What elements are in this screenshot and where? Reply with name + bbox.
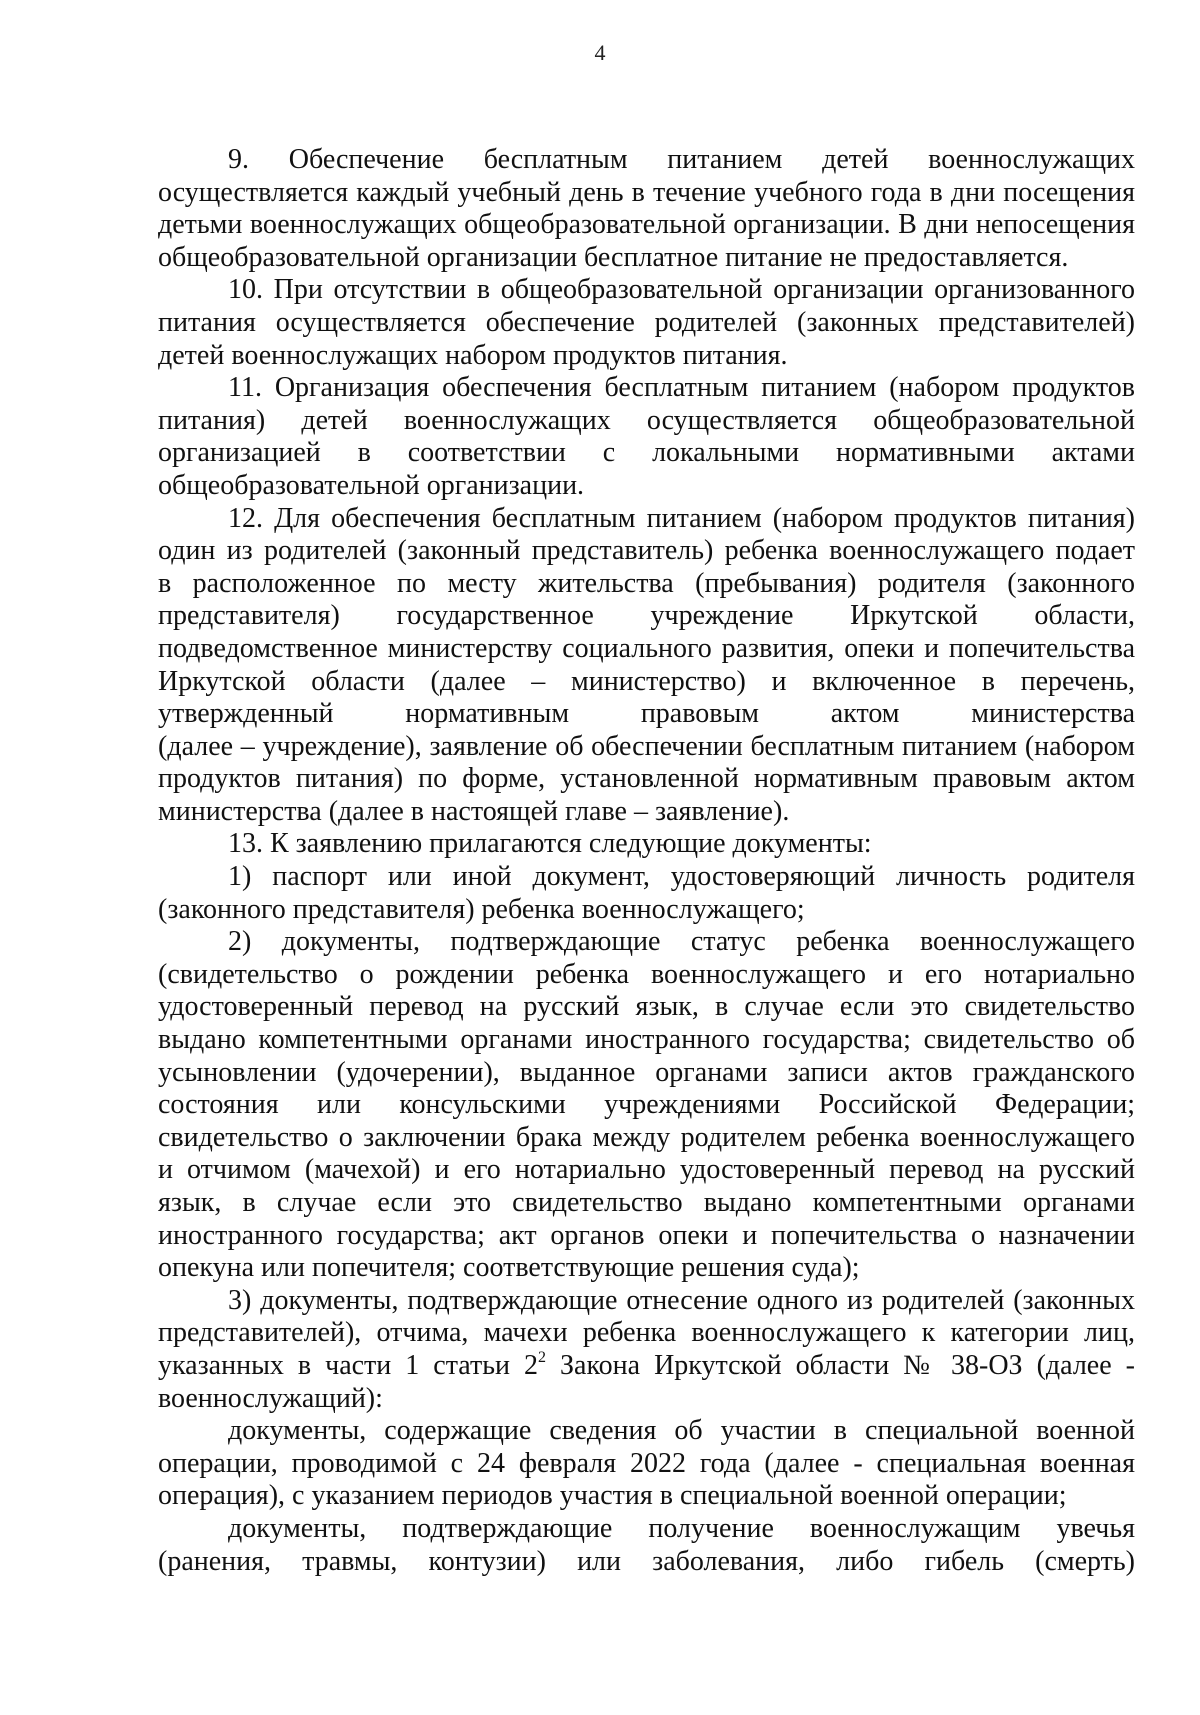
text-line-content: Иркутской области (далее – министерство) и включенное в перечень, <box>158 665 1135 697</box>
text-line-content: операция), с указанием периодов участия в специальной военной операции; <box>158 1480 1067 1512</box>
text-line-content: 1) паспорт или иной документ, удостоверяющий личность родителя <box>228 861 1135 893</box>
superscript: 2 <box>538 1348 546 1366</box>
text-line-content: состояния или консульскими учреждениями Российской Федерации; <box>158 1089 1135 1121</box>
text-line-content: 10. При отсутствии в общеобразовательной организации организованного <box>228 274 1135 306</box>
text-line <box>158 209 1135 242</box>
text-line <box>158 926 1135 959</box>
text-line-content: 12. Для обеспечения бесплатным питанием (набором продуктов питания) <box>228 502 1135 534</box>
text-line <box>158 991 1135 1024</box>
text-line-content: 11. Организация обеспечения бесплатным питанием (набором продуктов <box>228 372 1135 404</box>
text-line <box>158 437 1135 470</box>
text-line-content: министерства (далее в настоящей главе – заявление). <box>158 795 790 827</box>
text-line <box>158 1350 1135 1383</box>
text-line <box>158 1317 1135 1350</box>
text-line <box>158 1252 1135 1285</box>
text-line <box>158 1383 1135 1416</box>
text-line-content: в расположенное по месту жительства (пребывания) родителя (законного <box>158 567 1135 599</box>
text-line-content: (законного представителя) ребенка военнослужащего; <box>158 893 805 925</box>
text-line-content: утвержденный нормативным правовым актом министерства <box>158 698 1135 730</box>
text-line <box>158 1285 1135 1318</box>
text-line-content: 2) документы, подтверждающие статус ребенка военнослужащего <box>228 926 1135 958</box>
text-line-content: документы, подтверждающие получение военнослужащим увечья <box>228 1512 1135 1544</box>
text-line-content: иностранного государства; акт органов опеки и попечительства о назначении <box>158 1219 1135 1251</box>
text-line-content: документы, содержащие сведения об участии в специальной военной <box>228 1415 1135 1447</box>
text-line-content: представителя) государственное учреждение Иркутской области, <box>158 600 1135 632</box>
text-line-content: общеобразовательной организации. <box>158 469 585 501</box>
text-line-content: 13. К заявлению прилагаются следующие документы: <box>228 828 872 860</box>
text-line-content: Закона Иркутской области № 38-ОЗ (далее - <box>546 1349 1135 1381</box>
text-line <box>158 242 1135 275</box>
text-line <box>158 372 1135 405</box>
text-line <box>158 1154 1135 1187</box>
text-line <box>158 894 1135 927</box>
text-line <box>158 177 1135 210</box>
text-line <box>158 1480 1135 1513</box>
text-line <box>158 731 1135 764</box>
text-line-content: опекуна или попечителя; соответствующие решения суда); <box>158 1252 860 1284</box>
text-line-content: удостоверенный перевод на русский язык, в случае если это свидетельство <box>158 991 1135 1023</box>
text-line <box>158 763 1135 796</box>
page-number: 4 <box>594 40 606 65</box>
text-line <box>158 1057 1135 1090</box>
text-line-content: усыновлении (удочерении), выданное органами записи актов гражданского <box>158 1056 1135 1088</box>
paragraph <box>158 144 1135 1578</box>
text-line-content: продуктов питания) по форме, установленной нормативным правовым актом <box>158 763 1135 795</box>
text-line-content: подведомственное министерству социального развития, опеки и попечительства <box>158 632 1135 664</box>
text-line-content: язык, в случае если это свидетельство выдано компетентными органами <box>158 1187 1135 1218</box>
text-line-content: осуществляется каждый учебный день в течение учебного года в дни посещения <box>158 176 1135 208</box>
text-line <box>158 1415 1135 1448</box>
text-line <box>158 633 1135 666</box>
text-line-content: 3) документы, подтверждающие отнесение одного из родителей (законных <box>228 1284 1135 1316</box>
text-line-content: выдано компетентными органами иностранного государства; свидетельство об <box>158 1024 1135 1056</box>
text-line <box>158 340 1135 373</box>
text-line <box>158 503 1135 536</box>
text-line <box>158 666 1135 699</box>
text-line-content: детьми военнослужащих общеобразовательной организации. В дни непосещения <box>158 209 1135 241</box>
text-line-content: один из родителей (законный представитель) ребенка военнослужащего подает <box>158 535 1135 567</box>
text-line <box>158 1546 1135 1579</box>
text-line <box>158 144 1135 177</box>
text-line <box>158 600 1135 633</box>
text-line <box>158 1187 1135 1220</box>
text-line <box>158 1024 1135 1057</box>
text-line <box>158 828 1135 861</box>
text-line <box>158 1122 1135 1155</box>
text-line-content: детей военнослужащих набором продуктов питания. <box>158 339 788 371</box>
text-line <box>158 861 1135 894</box>
text-line <box>158 470 1135 503</box>
text-line-content: операции, проводимой с 24 февраля 2022 года (далее - специальная военная <box>158 1447 1135 1479</box>
text-line-content: представителей), отчима, мачехи ребенка военнослужащего к категории лиц, <box>158 1317 1135 1349</box>
text-line-content: военнослужащий): <box>158 1382 383 1414</box>
text-line-content: организацией в соответствии с локальными нормативными актами <box>158 437 1135 469</box>
text-line-content: (свидетельство о рождении ребенка военнослужащего и его нотариально <box>158 958 1135 990</box>
text-line <box>158 1513 1135 1546</box>
text-line <box>158 698 1135 731</box>
text-line-content: 9. Обеспечение бесплатным питанием детей военнослужащих <box>228 144 1135 175</box>
body-text <box>158 144 1135 1578</box>
text-line-content: (ранения, травмы, контузии) или заболевания, либо гибель (смерть) <box>158 1545 1135 1577</box>
text-line <box>158 535 1135 568</box>
text-line-content: свидетельство о заключении брака между родителем ребенка военнослужащего <box>158 1121 1135 1153</box>
text-line-content: питания осуществляется обеспечение родителей (законных представителей) <box>158 306 1135 338</box>
text-line <box>158 274 1135 307</box>
text-line <box>158 307 1135 340</box>
text-line-content: общеобразовательной организации бесплатное питание не предоставляется. <box>158 241 1069 273</box>
text-line <box>158 1220 1135 1253</box>
text-line <box>158 568 1135 601</box>
text-line-content: и отчимом (мачехой) и его нотариально удостоверенный перевод на русский <box>158 1154 1135 1186</box>
text-line-content: питания) детей военнослужащих осуществляется общеобразовательной <box>158 404 1135 436</box>
text-line <box>158 405 1135 438</box>
text-line-content: указанных в части 1 статьи 2 <box>158 1349 538 1381</box>
text-line <box>158 959 1135 992</box>
text-line <box>158 1089 1135 1122</box>
text-line <box>158 796 1135 829</box>
text-line <box>158 1448 1135 1481</box>
text-line-content: (далее – учреждение), заявление об обеспечении бесплатным питанием (набором <box>158 730 1135 762</box>
